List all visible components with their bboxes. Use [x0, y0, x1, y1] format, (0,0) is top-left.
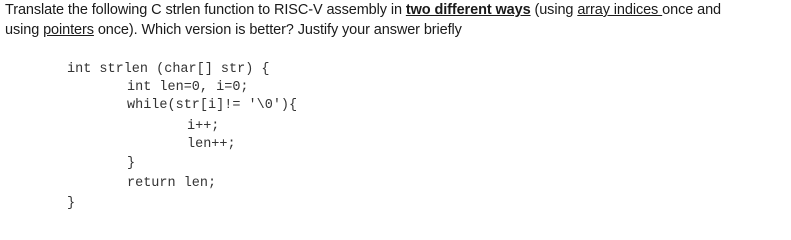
code-line: while(str[i]!= '\0'){	[127, 98, 298, 113]
underlined-pointers: pointers	[43, 22, 94, 38]
code-line: }	[67, 196, 76, 211]
emphasis-two-different-ways: two different ways	[405, 2, 531, 18]
code-line: int strlen (char[] str) {	[67, 62, 270, 77]
question-text-segment: once). Which version is better? Justify your answer briefly	[93, 22, 462, 38]
question-text-segment: Translate the following C strlen function to RISC-V assembly in	[5, 2, 406, 18]
code-line: }	[127, 156, 136, 171]
code-line: return len;	[127, 176, 217, 191]
question-text-segment: using	[5, 22, 44, 38]
question-text-segment: once and	[662, 2, 722, 18]
question-text-segment: (using	[530, 2, 578, 18]
code-line: i++;	[187, 119, 220, 134]
code-line: int len=0, i=0;	[127, 80, 249, 95]
underlined-array-indices: array indices	[577, 2, 663, 18]
code-line: len++;	[187, 137, 236, 152]
